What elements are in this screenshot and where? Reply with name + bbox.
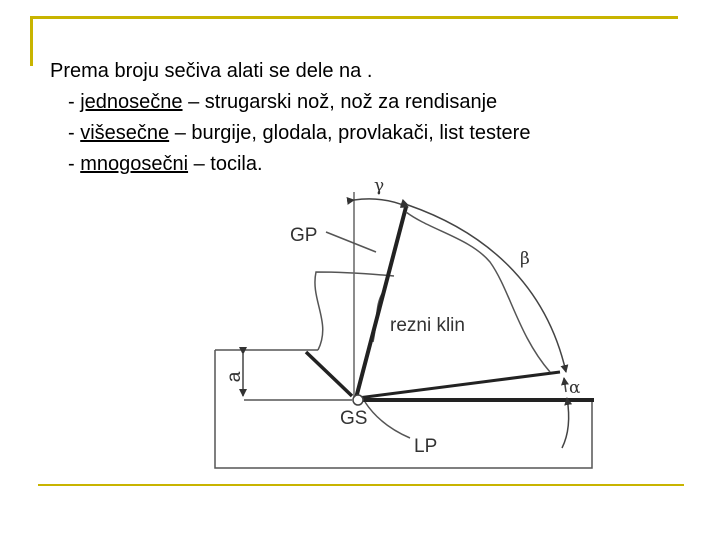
list-item-visesecne: - višesečne – burgije, glodala, provlakači, list testere <box>68 122 531 144</box>
alpha-label: α <box>569 378 581 398</box>
gamma-arc <box>354 199 408 207</box>
lp-label: LP <box>414 436 438 457</box>
rake-face <box>356 207 406 398</box>
depth-a-label: a <box>224 371 245 383</box>
term-jednosecne: jednosečne <box>80 91 183 113</box>
workpiece-outline <box>215 350 592 468</box>
list-item-jednosecne: - jednosečne – strugarski nož, nož za rendisanje <box>68 91 498 113</box>
alpha-arrow-top <box>564 378 566 392</box>
list-item-mnogosecni: - mnogosečni – tocila. <box>68 153 263 175</box>
alpha-arc <box>562 398 569 448</box>
gs-label: GS <box>340 408 368 429</box>
intro-line: Prema broju sečiva alati se dele na . <box>50 60 373 82</box>
wedge-label: rezni klin <box>390 315 465 336</box>
beta-arc <box>408 205 566 372</box>
gamma-label: γ <box>374 176 385 196</box>
gp-leader <box>326 232 376 252</box>
beta-label: β <box>520 249 530 269</box>
term-mnogosecni: mnogosečni <box>80 153 189 175</box>
term-visesecne: višesečne <box>80 122 170 144</box>
flank-face <box>358 372 560 398</box>
lp-leader <box>365 402 410 438</box>
chip-base-line <box>306 352 352 396</box>
gp-label: GP <box>290 225 318 246</box>
gs-point <box>353 395 363 405</box>
wedge-back-curve <box>406 212 550 372</box>
